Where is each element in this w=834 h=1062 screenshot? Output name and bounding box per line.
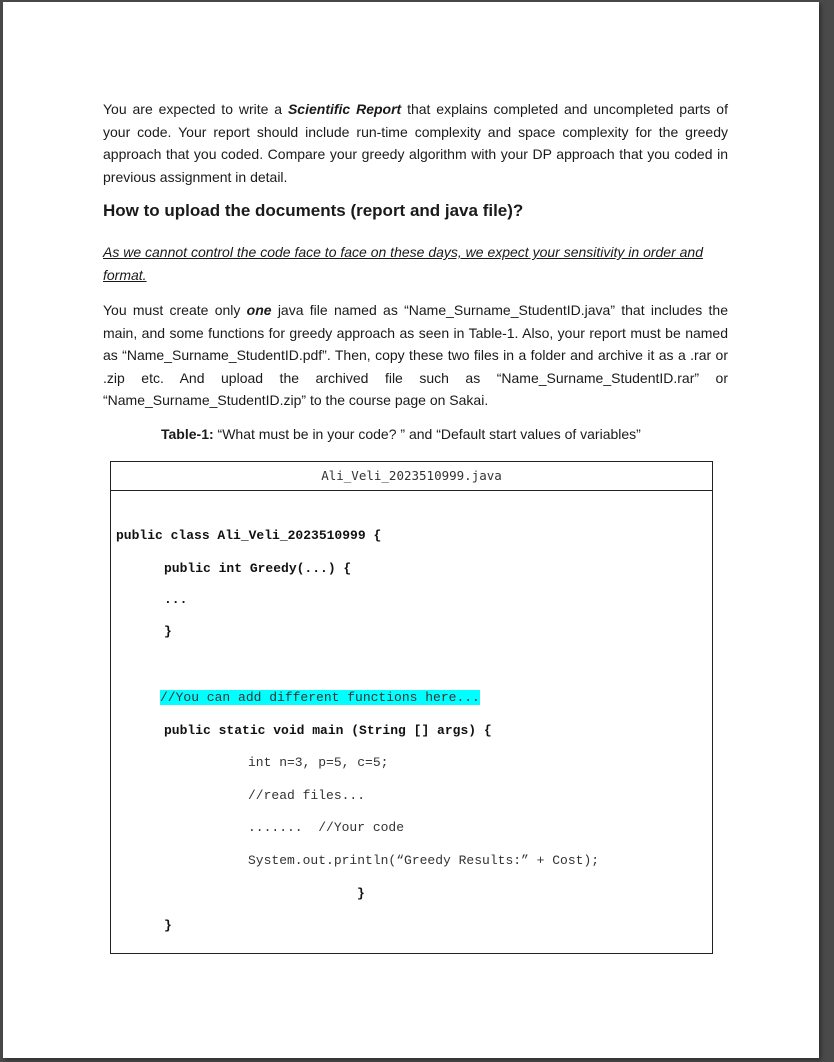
code-class-declaration: public class Ali_Veli_2023510999 { <box>116 528 382 543</box>
paragraph-upload-pre: You must create only <box>103 302 247 318</box>
code-main-close: } <box>357 886 365 901</box>
paragraph-upload-post: java file named as “Name_Surname_StudentID.java” that includes the main, and some functions for greedy approach as seen in Table-1. Also, your report must be named as “Name_Surname_StudentID.pdf”. Then, copy these two files in a folder and archive it as a .rar or .zip etc. And upload the archived file such as “Name_Surname_StudentID.rar” or “Name_Surname_StudentID.zip” to the course page on Sakai. <box>103 302 728 408</box>
notice-paragraph <box>103 241 728 286</box>
code-ellipsis: ... <box>164 592 188 607</box>
code-your-code: ....... //Your code <box>248 820 405 835</box>
document-page <box>3 2 819 1058</box>
code-comment-functions: //You can add different functions here... <box>160 690 480 705</box>
paragraph-report-pre: You are expected to write a <box>103 101 288 117</box>
notice-text: As we cannot control the code face to face on these days, we expect your sensitivity in order and format. <box>103 244 704 283</box>
code-table <box>110 461 713 954</box>
table-caption <box>161 426 641 442</box>
paragraph-upload-emphasis: one <box>246 302 272 318</box>
table-caption-label: Table-1: <box>161 426 214 442</box>
paragraph-report <box>103 98 728 188</box>
code-read-files: //read files... <box>248 788 366 803</box>
section-heading: How to upload the documents (report and java file)? <box>103 201 524 220</box>
code-main-declaration: public static void main (String [] args) { <box>164 723 492 738</box>
table-caption-text: “What must be in your code? ” and “Default start values of variables” <box>213 426 641 442</box>
paragraph-report-emphasis: Scientific Report <box>287 101 402 117</box>
code-filename: Ali_Veli_2023510999.java <box>111 462 712 491</box>
code-class-close: } <box>164 918 172 933</box>
code-println: System.out.println(“Greedy Results:” + Cost); <box>248 853 600 868</box>
paragraph-upload <box>103 299 728 412</box>
code-variables: int n=3, p=5, c=5; <box>248 755 389 770</box>
code-greedy-close: } <box>164 624 172 639</box>
paragraph-report-post: that explains completed and uncompleted parts of your code. Your report should include run-time complexity and space complexity for the greedy approach that you coded. Compare your greedy algorithm with your DP approach that you coded in previous assignment in detail. <box>103 101 728 185</box>
code-greedy-declaration: public int Greedy(...) { <box>164 561 352 576</box>
